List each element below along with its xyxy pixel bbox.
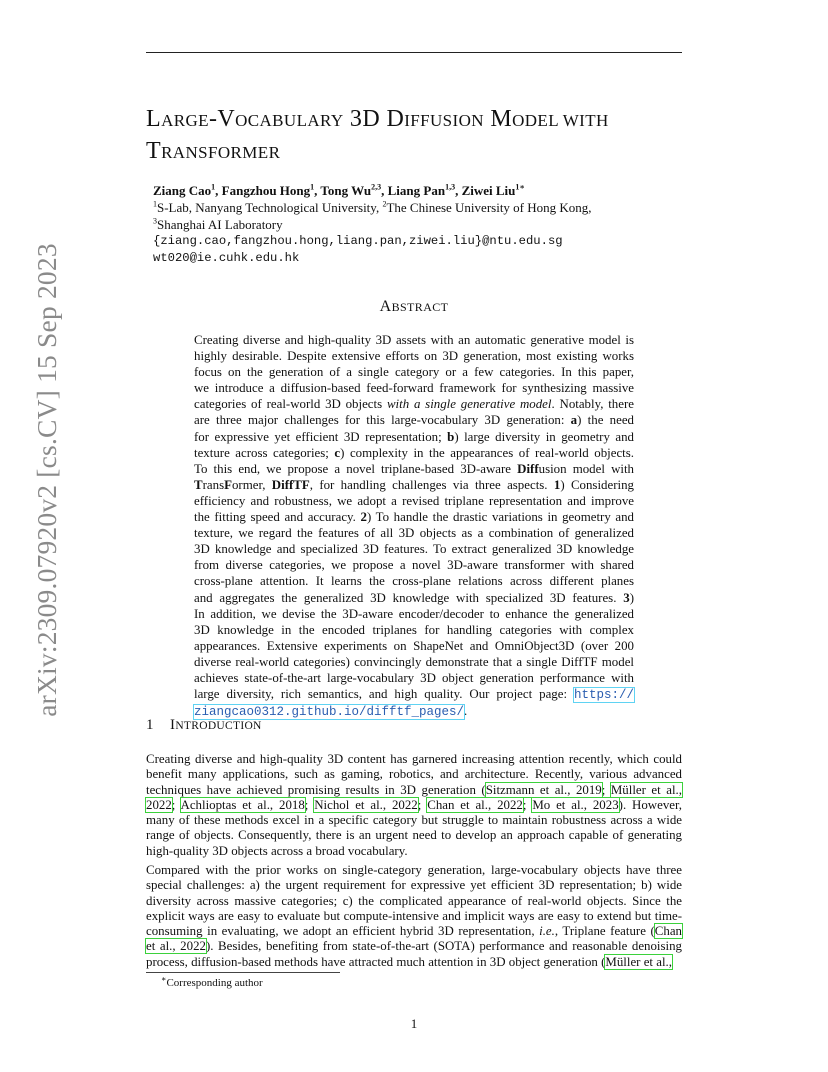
- text-line: many of these methods excel in a specific category but struggle to maintain robustness across a wide: [146, 813, 682, 828]
- paper-title: [146, 104, 706, 168]
- section-heading-introduction: 1 INTRODUCTION: [146, 717, 262, 733]
- title-line-1: LARGE-VOCABULARY 3D DIFFUSION MODEL WITH: [146, 106, 609, 132]
- affiliations-line-1: $^1$S-Lab, Nanyang Technological University, $^2$The Chinese University of Hong Kong,: [153, 199, 592, 215]
- text-line: ziangcao0312.github.io/difftf_pages/.: [194, 704, 468, 720]
- citation-link[interactable]: Mo et al., 2023: [532, 797, 619, 812]
- text-line: 3D knowledge and specialized 3D features. To extract generalized 3D knowledge: [194, 542, 634, 557]
- arxiv-stamp: arXiv:2309.07920v2 [cs.CV] 15 Sep 2023: [31, 243, 62, 717]
- page-number: 1: [410, 1016, 418, 1031]
- text-line: appearances. Extensive experiments on ShapeNet and OmniObject3D (over 200: [194, 638, 634, 653]
- abstract-heading: ABSTRACT: [379, 298, 449, 315]
- author-emails: {ziang.cao,fangzhou.hong,liang.pan,ziwei.liu}@ntu.edu.sg: [153, 234, 563, 248]
- project-page-link[interactable]: https://: [573, 688, 634, 703]
- citation-link[interactable]: Müller et al.,: [605, 954, 672, 969]
- intro-paragraph-1: [146, 752, 682, 859]
- citation-link[interactable]: 2022: [146, 797, 172, 812]
- author-email-2: wt020@ie.cuhk.edu.hk: [153, 251, 300, 265]
- title-line-2: TRANSFORMER: [146, 138, 281, 164]
- citation-link[interactable]: Achlioptas et al., 2018: [180, 797, 305, 812]
- text-line: diversity across massive categories; c) the complicated appearance of real-world objects. Since the: [146, 893, 682, 908]
- affiliations-line-2: $^3$Shanghai AI Laboratory: [153, 216, 283, 232]
- text-line: In addition, we devise the 3D-aware encoder/decoder to enhance the generalized: [194, 606, 634, 621]
- section-number: 1: [146, 717, 154, 733]
- text-line: focus on the generation of a single category or a few categories. In this paper,: [194, 365, 634, 380]
- text-line: high-quality 3D objects across a broad vocabulary.: [146, 843, 408, 858]
- text-line: the fitting speed and accuracy. 2) To handle the drastic variations in geometry and: [194, 510, 634, 525]
- text-line: texture, we regard the features of all 3D objects as a combination of generalized: [194, 526, 634, 541]
- text-line: 2022; Achlioptas et al., 2018; Nichol et al., 2022; Chan et al., 2022; Mo et al., 2023). However,: [146, 797, 682, 812]
- text-line: texture across categories; c) complexity in the appearances of real-world objects.: [194, 445, 634, 460]
- intro-paragraph-2: [146, 863, 682, 970]
- text-line: large diversity, rich semantics, and high quality. Our project page: https://: [194, 687, 634, 703]
- text-line: Compared with the prior works on single-category generation, large-vocabulary objects have three: [146, 863, 682, 877]
- text-line: efficiency and robustness, we adopt a revised triplane representation and improve: [194, 493, 634, 508]
- author-names: Ziang Cao$^1$, Fangzhou Hong$^1$, Tong Wu$^{2,3}$, Liang Pan$^{1,3}$, Ziwei Liu$^{1∗}$: [153, 182, 525, 198]
- text-line: To this end, we propose a novel triplane-based 3D-aware Diffusion model with: [194, 461, 634, 476]
- text-line: TransFormer, DiffTF, for handling challenges via three aspects. 1) Considering: [194, 477, 634, 492]
- citation-link[interactable]: et al., 2022: [146, 939, 206, 954]
- text-line: for expressive yet efficient 3D representation; b) large diversity in geometry and: [194, 429, 634, 444]
- text-line: highly desirable. Despite extensive efforts on 3D generation, most existing works: [194, 349, 634, 364]
- abstract-body: [194, 332, 634, 720]
- citation-link[interactable]: Chan et al., 2022: [427, 797, 523, 812]
- text-line: explicit ways are easy to evaluate but compute-intensive and implicit ways are easy to extend but time-: [146, 908, 682, 923]
- text-line: diverse real-world categories) convincingly demonstrate that a single DiffTF model: [194, 654, 634, 669]
- text-line: consuming in evaluating, we adopt an efficient hybrid 3D representation, i.e., Triplane feature (Chan: [146, 924, 682, 939]
- text-line: techniques have achieved promising results in 3D generation (Sitzmann et al., 2019; Müller et al.,: [146, 782, 682, 797]
- text-line: Creating diverse and high-quality 3D content has garnered increasing attention recently, which could: [146, 752, 682, 766]
- author-block: [153, 182, 693, 267]
- text-line: process, diffusion-based methods have attracted much attention in 3D object generation (Müller et al.,: [146, 954, 672, 969]
- text-line: and aggregates the generalized 3D knowledge with specialized 3D features. 3): [194, 590, 634, 605]
- text-line: Creating diverse and high-quality 3D assets with an automatic generative model is: [194, 333, 634, 347]
- text-line: cross-plane attention. It learns the cross-plane relations across different planes: [194, 574, 634, 589]
- footnote-rule: [146, 972, 340, 973]
- project-page-link[interactable]: ziangcao0312.github.io/difftf_pages/: [194, 705, 465, 720]
- text-line: are three major challenges for this large-vocabulary 3D generation: a) the need: [194, 413, 634, 428]
- text-line: from diverse categories, we propose a novel 3D-aware transformer with shared: [194, 558, 634, 573]
- header-rule: [146, 52, 682, 53]
- citation-link[interactable]: Sitzmann et al., 2019: [485, 782, 602, 797]
- text-line: range of objects. Consequently, there is an urgent need to develop an approach capable of generating: [146, 828, 682, 843]
- text-line: 3D knowledge in the encoded triplanes for handling categories with complex: [194, 622, 634, 637]
- citation-link[interactable]: Nichol et al., 2022: [314, 797, 418, 812]
- text-line: we introduce a diffusion-based feed-forward framework for synthesizing massive: [194, 381, 634, 396]
- text-line: categories of real-world 3D objects with a single generative model. Notably, there: [194, 397, 634, 412]
- citation-link[interactable]: Chan: [654, 924, 682, 939]
- text-line: special challenges: a) the urgent requirement for expressive yet efficient 3D representation; b) wide: [146, 878, 682, 893]
- footnote: ∗Corresponding author: [161, 974, 263, 989]
- citation-link[interactable]: Müller et al.,: [610, 782, 682, 797]
- text-line: achieves state-of-the-art large-vocabulary 3D object generation performance with: [194, 670, 634, 685]
- text-line: benefit many applications, such as gaming, robotics, and architecture. Recently, various advanced: [146, 767, 682, 782]
- text-line: et al., 2022). Besides, benefiting from state-of-the-art (SOTA) performance and reasonable denoising: [146, 939, 682, 954]
